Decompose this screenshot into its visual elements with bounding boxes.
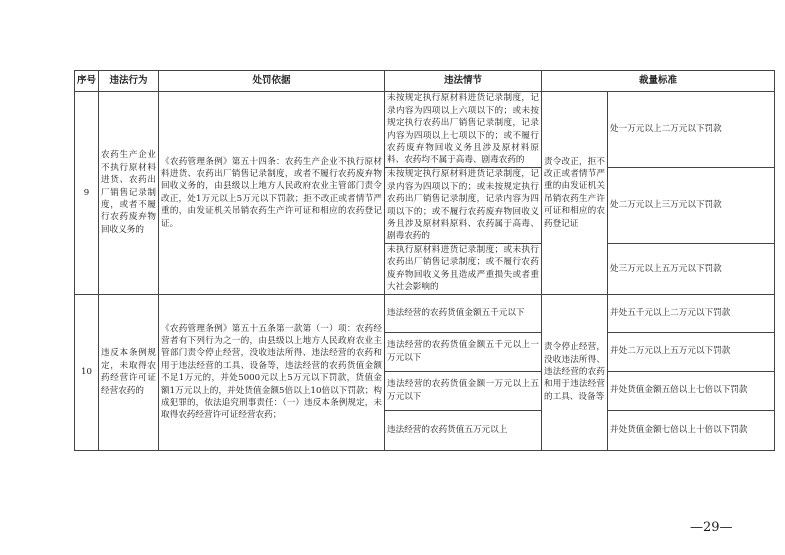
header-row	[75, 71, 775, 92]
row10-std2: 并处二万元以上五万元以下罚款	[608, 332, 775, 371]
row9-circ3: 未执行原材料进货记录制度；或未执行农药出厂销售记录制度；或不履行农药废弃物回收义务且造成严重损失或者重大社会影响的	[385, 244, 542, 295]
row10-std3: 并处货值金额五倍以上七倍以下罚款	[608, 371, 775, 410]
row9-std3: 处三万元以上五万元以下罚款	[608, 244, 775, 295]
row9-act: 农药生产企业不执行原材料进货、农药出厂销售记录制度，或者不履行农药废弃物回收义务的	[99, 92, 159, 295]
row9-circ2: 未按规定执行原材料进货记录制度，记录内容为四项以下的；或未按规定执行农药出厂销售记录制度，记录内容为四项以下的；或不履行农药废弃物回收义务且涉及原材料原料、农药属于高毒、剧毒农药的	[385, 168, 542, 244]
row10-basis: 《农药管理条例》第五十五条第一款第（一）项：农药经营者有下列行为之一的，由县级以上地方人民政府农业主管部门责令停止经营，没收违法所得、违法经营的农药和用于违法经营的工具、设备等，违法经营的农药货值金额不足1万元的，并处5000元以上5万元以下罚款，货值金额1万元以上的，并处货值金额5倍以上10倍以下罚款；构成犯罪的，依法追究刑事责任：（一）违反本条例规定，未取得农药经营许可证经营农药；	[159, 294, 385, 450]
penalty-table	[74, 70, 775, 451]
row9-circ1: 未按规定执行原材料进货记录制度，记录内容为四项以上六项以下的；或未按规定执行农药出厂销售记录制度，记录内容为四项以上七项以下的；或不履行农药废弃物回收义务且涉及原材料原料、农药均不属于高毒、剧毒农药的	[385, 92, 542, 168]
row9-std1: 处一万元以上二万元以下罚款	[608, 92, 775, 168]
row10-measure: 责令停止经营，没收违法所得、违法经营的农药和用于违法经营的工具、设备等	[542, 294, 608, 450]
page-number: —29—	[690, 520, 733, 535]
row10-circ3: 违法经营的农药货值金额一万元以上五万元以下	[385, 371, 542, 410]
table-row	[75, 92, 775, 168]
row9-std2: 处二万元以上三万元以下罚款	[608, 168, 775, 244]
row9-basis: 《农药管理条例》第五十四条：农药生产企业不执行原材料进货、农药出厂销售记录制度，或者不履行农药废弃物回收义务的，由县级以上地方人民政府农业主管部门责令改正，处1万元以上5万元以下罚款；拒不改正或者情节严重的，由发证机关吊销农药生产许可证和相应的农药登记证。	[159, 92, 385, 295]
row10-no: 10	[75, 294, 99, 450]
table-row	[75, 294, 775, 332]
header-no: 序号	[75, 71, 99, 92]
row10-circ4: 违法经营的农药货值五万元以上	[385, 410, 542, 450]
header-basis: 处罚依据	[159, 71, 385, 92]
row9-no: 9	[75, 92, 99, 295]
row10-std4: 并处货值金额七倍以上十倍以下罚款	[608, 410, 775, 450]
row10-circ1: 违法经营的农药货值金额五千元以下	[385, 294, 542, 332]
header-act: 违法行为	[99, 71, 159, 92]
row10-std1: 并处五千元以上二万元以下罚款	[608, 294, 775, 332]
row10-circ2: 违法经营的农药货值金额五千元以上一万元以下	[385, 332, 542, 371]
row9-measure: 责令改正，拒不改正或者情节严重的由发证机关吊销农药生产许可证和相应的农药登记证	[542, 92, 608, 295]
header-std: 裁量标准	[542, 71, 775, 92]
row10-act: 违反本条例规定，未取得农药经营许可证经营农药的	[99, 294, 159, 450]
header-circ: 违法情节	[385, 71, 542, 92]
